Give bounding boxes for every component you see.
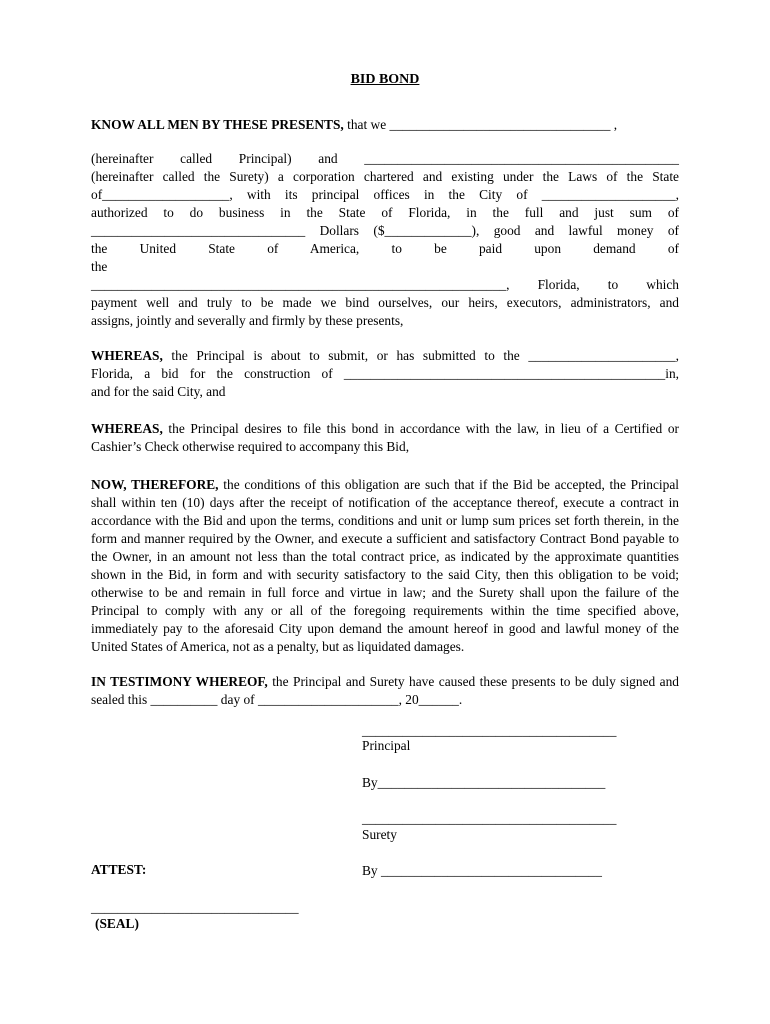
now-therefore-text: the conditions of this obligation are such that if the Bid be accepted, the Principal shall within ten (10) days after the receipt of notification of the acceptance thereof, execute a contract in accordance with the Bid and upon the terms, conditions and unit or lump sum prices set forth therein, in the form and manner required by the Owner, and execute a sufficient and satisfactory Contract Bond payable to the Owner, in an amount not less than the total contract price, as indicated by the approximate quantities shown in the Bid, in form and with security satisfactory to the said City, then this obligation to be void; otherwise to be and remain in full force and virtue in law; and the Surety shall upon the failure of the Principal to comply with any or all of the foregoing requirements within the time specified above, immediately pay to the aforesaid City upon demand the amount hereof in good and lawful money of the United States of America, not as a penalty, but as liquidated damages. (91, 477, 680, 654)
para1-line: ______________________________________________________________, Florida, to which (91, 277, 679, 292)
whereas1-line: Florida, a bid for the construction of ________________________________________________in, (91, 366, 679, 381)
testimony-paragraph (91, 673, 679, 709)
testimony-text: the Principal and Surety have caused these presents to be duly signed and sealed this __________ day of _____________________, 20______. (91, 674, 679, 707)
now-therefore-paragraph (91, 476, 679, 656)
seal-label: (SEAL) (95, 916, 139, 931)
principal-signature-line[interactable]: ______________________________________ (362, 723, 617, 738)
now-therefore-bold: NOW, THEREFORE, (91, 477, 219, 492)
surety-by-line[interactable]: By _________________________________ (362, 863, 602, 878)
document-title: BID BOND (350, 72, 420, 87)
para1-line: payment well and truly to be made we bind ourselves, our heirs, executors, administrators, and (91, 295, 679, 310)
para1-line: authorized to do business in the State of Florida, in the full and just sum of (91, 205, 679, 220)
attest-label: ATTEST: (91, 862, 147, 877)
surety-label: Surety (362, 827, 397, 842)
whereas2-text: the Principal desires to file this bond in accordance with the law, in lieu of a Certified or Cashier’s Check otherwise required to accompany this Bid, (91, 421, 679, 454)
intro-bold: KNOW ALL MEN BY THESE PRESENTS, (91, 117, 344, 132)
whereas-submit-paragraph (91, 347, 679, 401)
principal-label: Principal (362, 738, 411, 753)
whereas2-bold: WHEREAS, (91, 421, 163, 436)
testimony-bold: IN TESTIMONY WHEREOF, (91, 674, 268, 689)
document-body (91, 66, 679, 709)
parties-paragraph (91, 150, 679, 330)
para1-line: (hereinafter called Principal) and _______________________________________________ (91, 151, 679, 166)
whereas1-line: the Principal is about to submit, or has submitted to the ______________________, (162, 348, 679, 363)
intro-paragraph (91, 116, 679, 134)
whereas-file-paragraph (91, 420, 679, 456)
principal-by-line[interactable]: By__________________________________ (362, 775, 606, 790)
para1-line: ________________________________ Dollars ($_____________), good and lawful money of (91, 223, 679, 238)
surety-signature-line[interactable]: ______________________________________ (362, 811, 617, 826)
whereas1-bold: WHEREAS, (91, 348, 163, 363)
attest-signature-line[interactable]: _______________________________ (91, 900, 299, 915)
para1-line: (hereinafter called the Surety) a corporation chartered and existing under the Laws of the State (91, 169, 679, 184)
intro-text: that we _________________________________ , (343, 117, 618, 132)
whereas1-line: and for the said City, and (91, 384, 226, 399)
para1-line: assigns, jointly and severally and firmly by these presents, (91, 313, 404, 328)
para1-line: of___________________, with its principal offices in the City of ____________________, (91, 187, 679, 202)
para1-line: the United State of America, to be paid upon demand of the (91, 241, 679, 274)
